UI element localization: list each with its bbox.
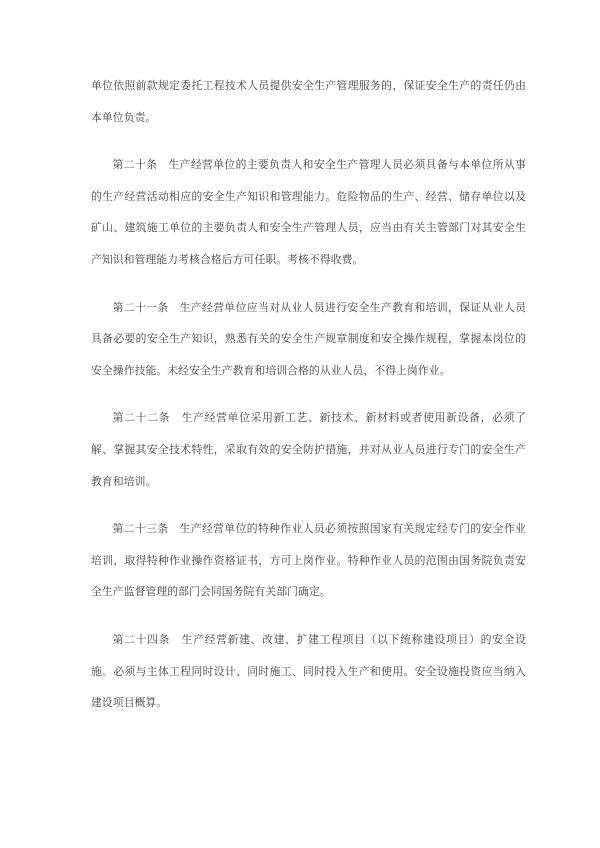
paragraph-article-21: 第二十一条 生产经营单位应当对从业人员进行安全生产教育和培训，保证从业人员具备必要的安全生产知识，熟悉有关的安全生产规章制度和安全操作规程，掌握本岗位的安全操作技能。未经安全生产教育和培训合格的从业人员，不得上岗作业。 [91, 301, 526, 377]
paragraph-article-20: 第二十条 生产经营单位的主要负责人和安全生产管理人员必须具备与本单位所从事的生产经营活动相应的安全生产知识和管理能力。危险物品的生产、经营、储存单位以及矿山、建筑施工单位的主要负责人和安全生产管理人员，应当由有关主管部门对其安全生产知识和管理能力考核合格后方可任职。考核不得收费。 [91, 159, 526, 266]
paragraph-article-22: 第二十二条 生产经营单位采用新工艺、新技术、新材料或者使用新设备，必须了解、掌握其安全技术特性，采取有效的安全防护措施，并对从业人员进行专门的安全生产教育和培训。 [91, 412, 526, 488]
paragraph-article-23: 第二十三条 生产经营单位的特种作业人员必须按照国家有关规定经专门的安全作业培训，取得特种作业操作资格证书，方可上岗作业。特种作业人员的范围由国务院负责安全生产监督管理的部门会同国务院有关部门确定。 [91, 523, 526, 599]
paragraph-continuation: 单位依照前款规定委托工程技术人员提供安全生产管理服务的，保证安全生产的责任仍由本单位负责。 [91, 80, 526, 124]
paragraph-article-24: 第二十四条 生产经营新建、改建、扩建工程项目（以下统称建设项目）的安全设施。必须与主体工程同时设计、同时施工、同时投入生产和使用。安全设施投资应当纳入建设项目概算。 [91, 633, 526, 710]
